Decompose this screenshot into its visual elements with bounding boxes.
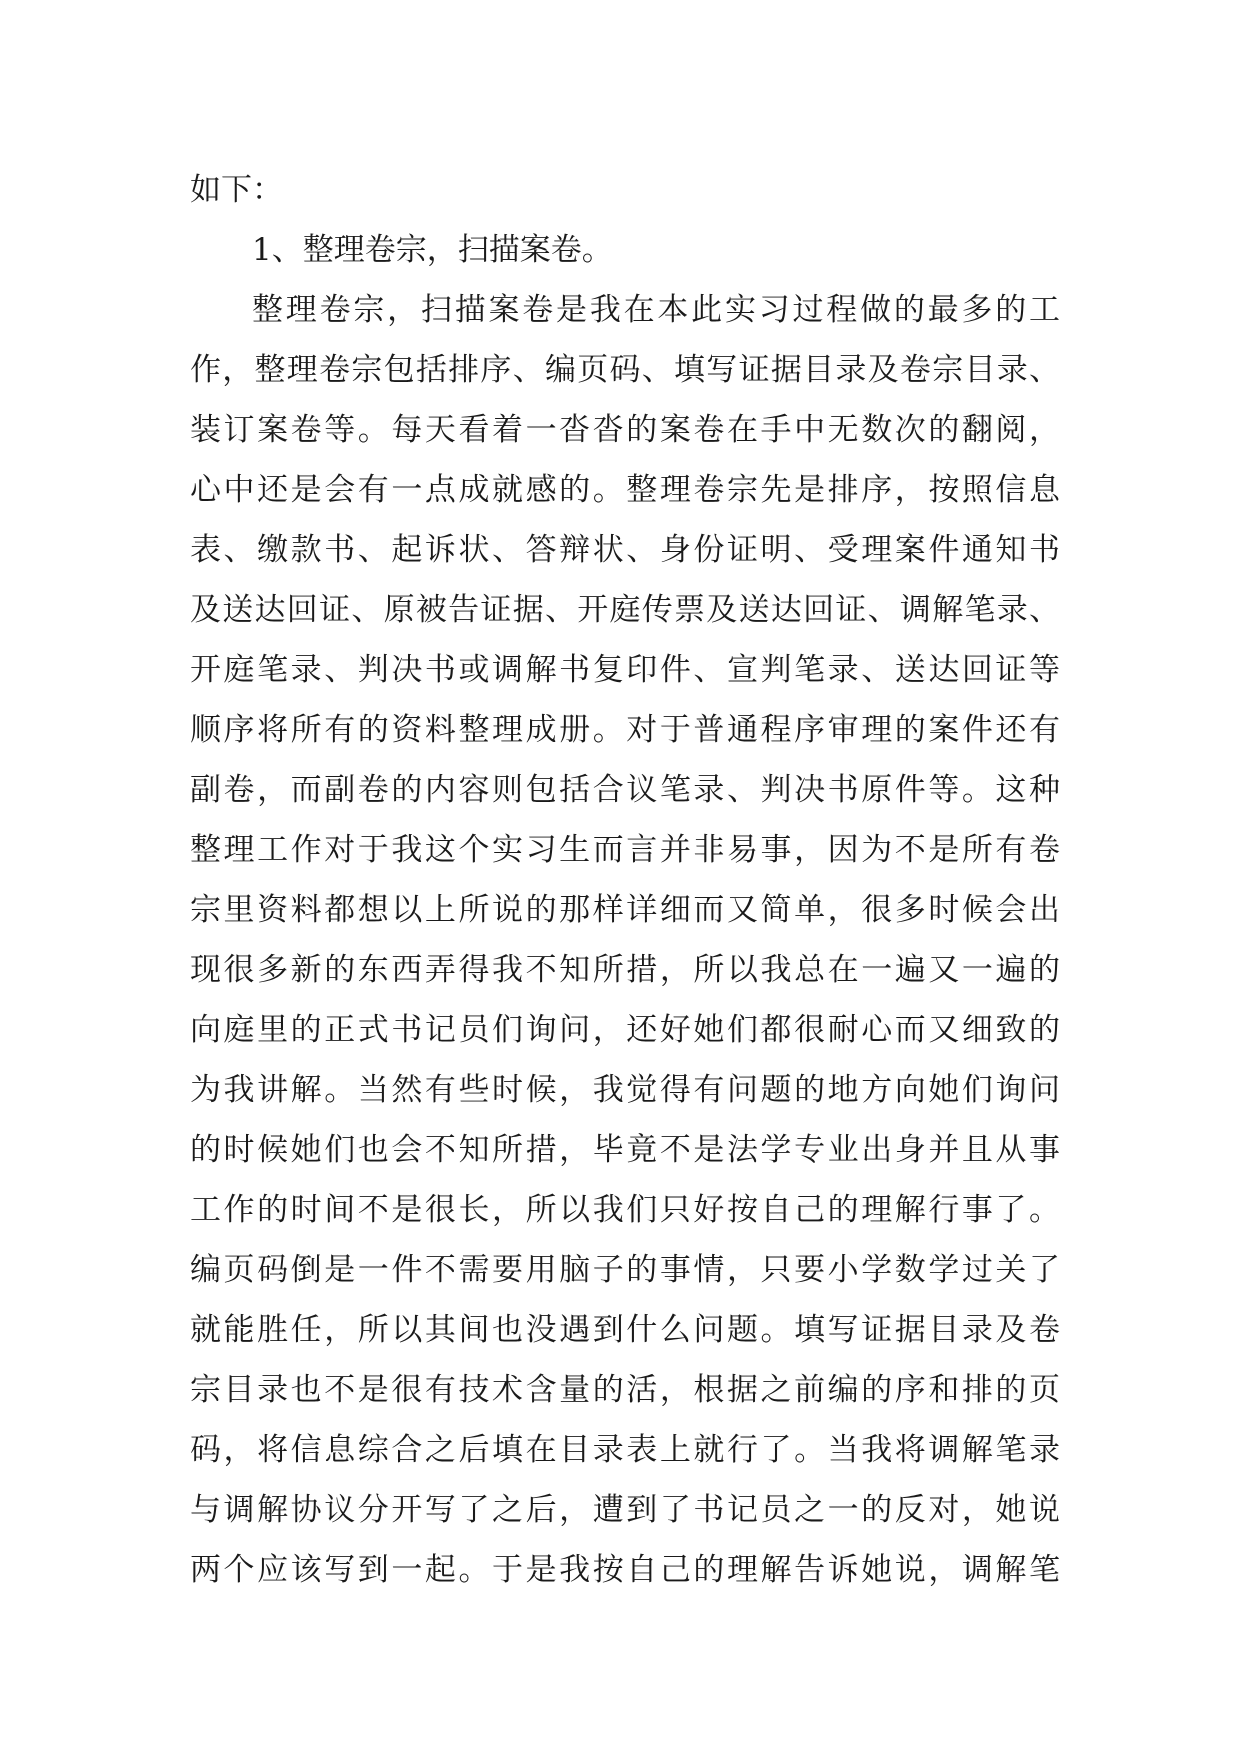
text-line: 与调解协议分开写了之后，遭到了书记员之一的反对，她说 — [190, 1492, 1060, 1528]
text-line: 宗里资料都想以上所说的那样详细而又简单，很多时候会出 — [190, 892, 1060, 928]
text-line: 工作的时间不是很长，所以我们只好按自己的理解行事了。 — [190, 1192, 1060, 1228]
text-line: 副卷，而副卷的内容则包括合议笔录、判决书原件等。这种 — [190, 772, 1060, 808]
section-heading: 1、整理卷宗，扫描案卷。 — [252, 232, 613, 268]
text-line: 为我讲解。当然有些时候，我觉得有问题的地方向她们询问 — [190, 1072, 1060, 1108]
text-line: 两个应该写到一起。于是我按自己的理解告诉她说，调解笔 — [190, 1552, 1060, 1588]
text-line: 宗目录也不是很有技术含量的活，根据之前编的序和排的页 — [190, 1372, 1060, 1408]
text-line: 向庭里的正式书记员们询问，还好她们都很耐心而又细致的 — [190, 1012, 1060, 1048]
text-line: 顺序将所有的资料整理成册。对于普通程序审理的案件还有 — [190, 712, 1060, 748]
text-line: 心中还是会有一点成就感的。整理卷宗先是排序，按照信息 — [190, 472, 1060, 508]
body-text — [190, 160, 1060, 1600]
text-line: 装订案卷等。每天看着一沓沓的案卷在手中无数次的翻阅， — [190, 412, 1060, 448]
text-line: 作，整理卷宗包括排序、编页码、填写证据目录及卷宗目录、 — [190, 352, 1060, 388]
text-line: 及送达回证、原被告证据、开庭传票及送达回证、调解笔录、 — [190, 592, 1060, 628]
text-line: 如下： — [190, 172, 283, 208]
text-line: 就能胜任，所以其间也没遇到什么问题。填写证据目录及卷 — [190, 1312, 1060, 1348]
text-line: 码，将信息综合之后填在目录表上就行了。当我将调解笔录 — [190, 1432, 1060, 1468]
text-line: 整理卷宗，扫描案卷是我在本此实习过程做的最多的工 — [252, 292, 1060, 328]
text-line: 开庭笔录、判决书或调解书复印件、宣判笔录、送达回证等 — [190, 652, 1060, 688]
text-line: 表、缴款书、起诉状、答辩状、身份证明、受理案件通知书 — [190, 532, 1060, 568]
text-line: 现很多新的东西弄得我不知所措，所以我总在一遍又一遍的 — [190, 952, 1060, 988]
text-line: 编页码倒是一件不需要用脑子的事情，只要小学数学过关了 — [190, 1252, 1060, 1288]
text-line: 整理工作对于我这个实习生而言并非易事，因为不是所有卷 — [190, 832, 1060, 868]
text-line: 的时候她们也会不知所措，毕竟不是法学专业出身并且从事 — [190, 1132, 1060, 1168]
